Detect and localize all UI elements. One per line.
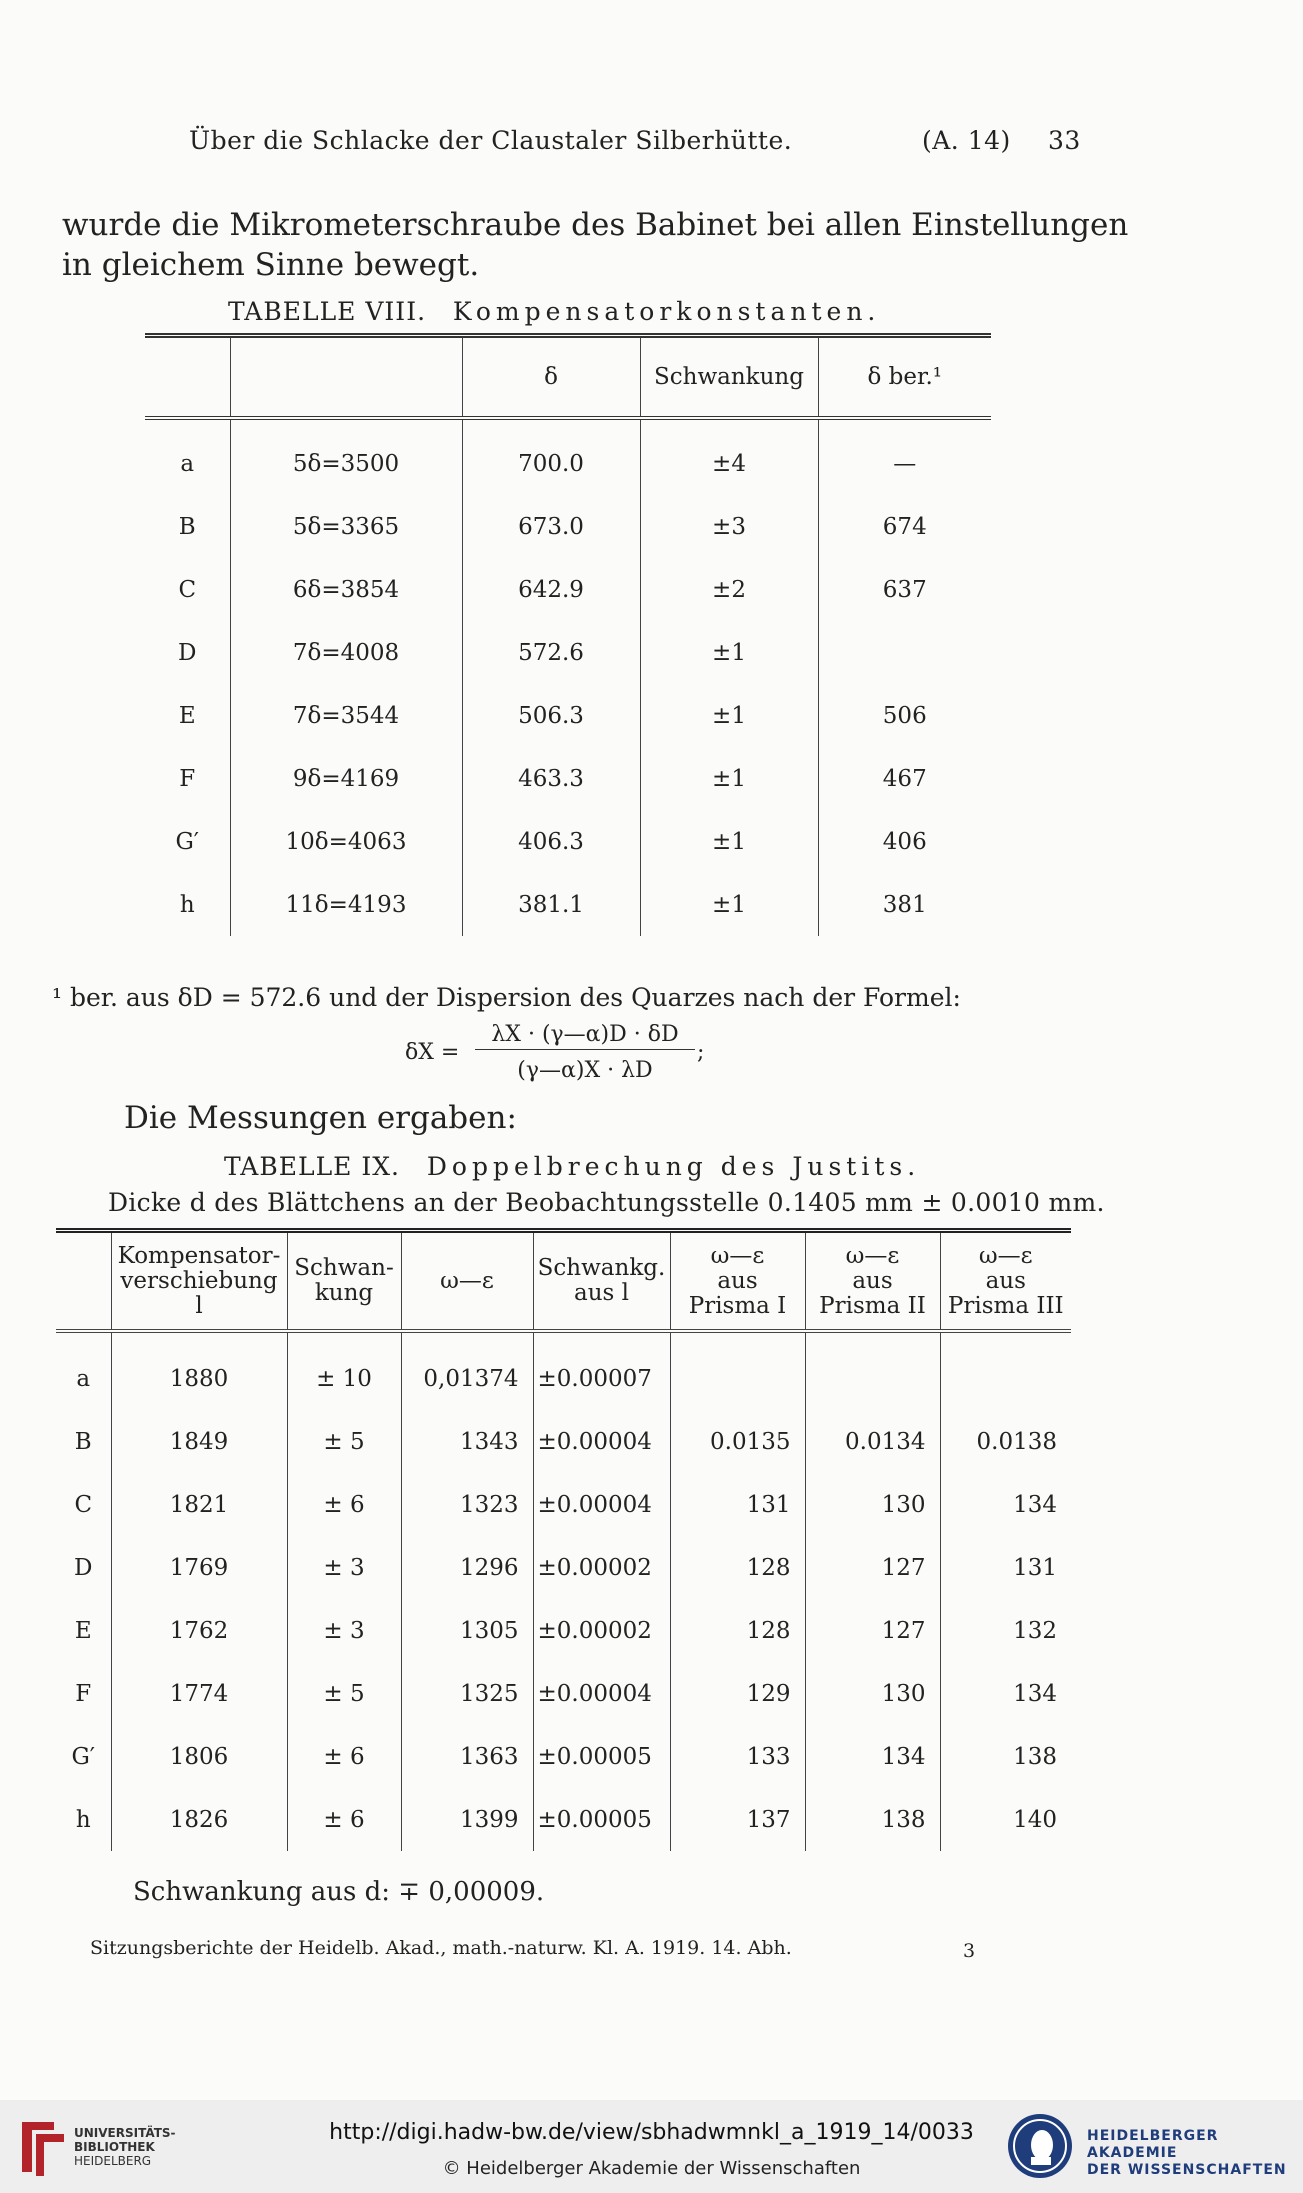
table8-cell: 642.9	[462, 558, 640, 621]
signature-mark: 3	[963, 1940, 976, 1962]
library-name-line: BIBLIOTHEK	[74, 2140, 155, 2154]
document-url-link[interactable]: http://digi.hadw-bw.de/view/sbhadwmnkl_a_1919_14/0033	[329, 2120, 974, 2145]
academy-name-line: DER WISSENSCHAFTEN	[1087, 2162, 1287, 2178]
table8-cell	[818, 621, 991, 684]
table8-cell: 381.1	[462, 873, 640, 936]
table8-cell: 637	[818, 558, 991, 621]
table9-cell: 138	[940, 1725, 1071, 1788]
table8-cell: ±1	[640, 747, 818, 810]
table9-cell: D	[74, 1554, 93, 1581]
table8-cell: C	[178, 576, 197, 603]
table8-header-cell	[230, 336, 462, 419]
table9-cell: ±0.00002	[533, 1599, 670, 1662]
table9-cell: ± 3	[287, 1536, 401, 1599]
table9-cell: a	[76, 1365, 91, 1392]
table9-header-line: aus	[717, 1267, 758, 1294]
library-name-line: UNIVERSITÄTS-	[74, 2126, 176, 2140]
table8-cell: 7δ=4008	[230, 621, 462, 684]
formula-numerator: λX · (γ—α)D · δD	[475, 1022, 695, 1050]
table8-cell: ±3	[640, 495, 818, 558]
formula-end: ;	[697, 1040, 705, 1065]
measurements-heading: Die Messungen ergaben:	[124, 1100, 517, 1136]
table9-cell: ± 5	[287, 1410, 401, 1473]
table9-cell	[670, 1331, 805, 1410]
table8-cell: ±1	[640, 873, 818, 936]
table9-header-line: ω—ε	[710, 1242, 765, 1269]
table9-cell: 1343	[401, 1410, 533, 1473]
intro-line-2: in gleichem Sinne bewegt.	[62, 247, 480, 283]
table9-cell	[805, 1331, 940, 1410]
table9-cell: ±0.00007	[533, 1331, 670, 1410]
table8-cell: 5δ=3365	[230, 495, 462, 558]
table9-cell: 1821	[111, 1473, 287, 1536]
table9-cell: ±0.00002	[533, 1536, 670, 1599]
academy-name	[1087, 2128, 1303, 2179]
table9-header-line: ω—ε	[845, 1242, 900, 1269]
table9-header-line: aus	[985, 1267, 1026, 1294]
running-head-title: Über die Schlacke der Claustaler Silberhütte.	[189, 126, 793, 155]
table8-cell: 9δ=4169	[230, 747, 462, 810]
table8-cell: 6δ=3854	[230, 558, 462, 621]
table9-row	[56, 1599, 1071, 1662]
table9-cell: F	[75, 1680, 92, 1707]
table9-cell: ± 10	[287, 1331, 401, 1410]
table8-caption-title: Kompensatorkonstanten.	[452, 297, 881, 326]
table-compensator-constants	[145, 333, 991, 936]
table9-cell: B	[74, 1428, 92, 1455]
table9-cell: 128	[670, 1536, 805, 1599]
table9-header-schwankung	[287, 1231, 401, 1332]
table9-caption	[224, 1152, 920, 1181]
table8-cell: E	[178, 702, 196, 729]
table9-cell: 1323	[401, 1473, 533, 1536]
viewer-footer	[0, 2100, 1303, 2193]
table8-header-row	[145, 336, 991, 419]
table8-body	[145, 418, 991, 936]
table8-cell: 506.3	[462, 684, 640, 747]
table9-cell: 129	[670, 1662, 805, 1725]
table9-header-line: Prisma II	[819, 1292, 926, 1319]
table9-cell: 127	[805, 1536, 940, 1599]
table8-cell: ±1	[640, 621, 818, 684]
table9-row	[56, 1725, 1071, 1788]
table8-cell: 11δ=4193	[230, 873, 462, 936]
table9-body	[56, 1331, 1071, 1851]
table8-cell: 406.3	[462, 810, 640, 873]
table9-cell: 1325	[401, 1662, 533, 1725]
table8-cell: G′	[175, 828, 200, 855]
table8-cell: ±4	[640, 418, 818, 495]
table9-cell: 1762	[111, 1599, 287, 1662]
table9-cell: 128	[670, 1599, 805, 1662]
table8-cell: 673.0	[462, 495, 640, 558]
table9-header-line: Kompensator-	[117, 1242, 281, 1269]
table9-cell: h	[75, 1806, 91, 1833]
table8-caption-label: TABELLE VIII.	[228, 297, 427, 326]
academy-seal-icon	[1005, 2111, 1075, 2181]
table8-cell: 7δ=3544	[230, 684, 462, 747]
table9-cell	[940, 1331, 1071, 1410]
table9-header-line: ω—ε	[440, 1267, 494, 1294]
copyright-notice: © Heidelberger Akademie der Wissenschaften	[442, 2158, 861, 2179]
footnote: ¹ ber. aus δD = 572.6 und der Dispersion des Quarzes nach der Formel:	[52, 983, 961, 1012]
table9-header-line: Prisma I	[688, 1292, 787, 1319]
table-birefringence	[56, 1228, 1071, 1851]
table8-cell: 467	[818, 747, 991, 810]
formula-denominator: (γ—α)X · λD	[517, 1058, 653, 1083]
table9-cell: 130	[805, 1662, 940, 1725]
table9-header-prisma-1	[670, 1231, 805, 1332]
table9-cell: 1363	[401, 1725, 533, 1788]
table9-cell: ± 6	[287, 1473, 401, 1536]
table9-cell: ±0.00005	[533, 1725, 670, 1788]
table8-cell: 10δ=4063	[230, 810, 462, 873]
page-number: 33	[1048, 126, 1081, 155]
table8-cell: h	[179, 891, 195, 918]
table9-cell: ±0.00005	[533, 1788, 670, 1851]
page-citation: Sitzungsberichte der Heidelb. Akad., math.-naturw. Kl. A. 1919. 14. Abh.	[90, 1937, 792, 1959]
table9-header-line: ω—ε	[978, 1242, 1033, 1269]
running-head-ref: (A. 14)	[922, 126, 1011, 155]
table9-header-line: Schwan-	[294, 1255, 394, 1281]
table9-header-line: Prisma III	[947, 1292, 1064, 1319]
library-name-line: HEIDELBERG	[74, 2154, 152, 2168]
table9-caption-label: TABELLE IX.	[224, 1152, 401, 1181]
table9-cell: 1849	[111, 1410, 287, 1473]
table8-cell: 674	[818, 495, 991, 558]
table8-cell: D	[178, 639, 197, 666]
table9-row	[56, 1473, 1071, 1536]
table8-row	[145, 747, 991, 810]
table9-row	[56, 1788, 1071, 1851]
table9-cell: 140	[940, 1788, 1071, 1851]
table9-cell: 131	[940, 1536, 1071, 1599]
table9-header-omega-epsilon	[401, 1231, 533, 1332]
table9-caption-title: Doppelbrechung des Justits.	[426, 1152, 921, 1181]
table8-row	[145, 495, 991, 558]
table9-header-line: verschiebung	[120, 1267, 278, 1294]
table8-row	[145, 558, 991, 621]
table8-cell: ±1	[640, 684, 818, 747]
table9-cell: 137	[670, 1788, 805, 1851]
table8-cell: 700.0	[462, 418, 640, 495]
table8-cell: 463.3	[462, 747, 640, 810]
table9-cell: 1826	[111, 1788, 287, 1851]
table8-row	[145, 684, 991, 747]
table9-header-line: aus	[852, 1267, 893, 1294]
table9-cell: 132	[940, 1599, 1071, 1662]
table9-cell: 127	[805, 1599, 940, 1662]
table8-cell: ±1	[640, 810, 818, 873]
table9-cell: 138	[805, 1788, 940, 1851]
table9-row	[56, 1536, 1071, 1599]
table8-header-delta: δ	[462, 336, 640, 419]
table9-header-row	[56, 1231, 1071, 1332]
table9-header-line: Schwankg.	[537, 1255, 666, 1281]
table9-cell: 1399	[401, 1788, 533, 1851]
table8-cell: 572.6	[462, 621, 640, 684]
table9-cell: G′	[71, 1743, 96, 1770]
table8-cell: —	[818, 418, 991, 495]
table8-cell: B	[178, 513, 196, 540]
table9-cell: 1769	[111, 1536, 287, 1599]
table8-header-delta-ber: δ ber.¹	[818, 336, 991, 419]
table9-row	[56, 1410, 1071, 1473]
table8-cell: ±2	[640, 558, 818, 621]
table8-row	[145, 418, 991, 495]
table9-cell: 133	[670, 1725, 805, 1788]
table9-cell: E	[74, 1617, 92, 1644]
schwankung-note: Schwankung aus d: ∓ 0,00009.	[133, 1877, 545, 1907]
formula-lhs: δX =	[405, 1040, 460, 1065]
table8-cell: 506	[818, 684, 991, 747]
table9-cell: 1296	[401, 1536, 533, 1599]
table9-header-cell	[56, 1231, 111, 1332]
table8-cell: a	[180, 450, 195, 477]
table9-cell: ± 5	[287, 1662, 401, 1725]
table9-cell: 1305	[401, 1599, 533, 1662]
table8-cell: 406	[818, 810, 991, 873]
table8-header-schwankung: Schwankung	[640, 336, 818, 419]
table8-row	[145, 810, 991, 873]
table9-cell: ± 3	[287, 1599, 401, 1662]
table8-caption	[228, 297, 880, 326]
table9-cell: 130	[805, 1473, 940, 1536]
table9-cell: 0.0134	[805, 1410, 940, 1473]
table9-cell: 0.0138	[940, 1410, 1071, 1473]
table8-header-cell	[145, 336, 230, 419]
table8-cell: F	[179, 765, 196, 792]
table9-cell: 134	[940, 1662, 1071, 1725]
table9-header-line: l	[195, 1292, 203, 1319]
table9-cell: 131	[670, 1473, 805, 1536]
table9-cell: ±0.00004	[533, 1473, 670, 1536]
table8-cell: 381	[818, 873, 991, 936]
table8-cell: 5δ=3500	[230, 418, 462, 495]
table8-row	[145, 873, 991, 936]
table9-header-prisma-2	[805, 1231, 940, 1332]
table8-row	[145, 621, 991, 684]
table9-cell: 0,01374	[401, 1331, 533, 1410]
intro-line-1: wurde die Mikrometerschraube des Babinet bei allen Einstellungen	[62, 207, 1129, 243]
table9-subcaption: Dicke d des Blättchens an der Beobachtungsstelle 0.1405 mm ± 0.0010 mm.	[108, 1188, 1105, 1217]
table9-header-schwankg-aus-l	[533, 1231, 670, 1332]
academy-name-line: HEIDELBERGER AKADEMIE	[1087, 2128, 1219, 2161]
table9-cell: 1774	[111, 1662, 287, 1725]
table9-cell: 134	[805, 1725, 940, 1788]
table9-header-compensator	[111, 1231, 287, 1332]
table9-cell: ± 6	[287, 1725, 401, 1788]
table9-header-line: aus l	[574, 1280, 629, 1306]
table9-cell: 1880	[111, 1331, 287, 1410]
table9-row	[56, 1331, 1071, 1410]
table9-cell: 1806	[111, 1725, 287, 1788]
table9-cell: 0.0135	[670, 1410, 805, 1473]
table9-header-line: kung	[314, 1280, 374, 1306]
table9-cell: C	[74, 1491, 93, 1518]
table9-row	[56, 1662, 1071, 1725]
table9-cell: ±0.00004	[533, 1662, 670, 1725]
table9-header-prisma-3	[940, 1231, 1071, 1332]
table9-cell: ± 6	[287, 1788, 401, 1851]
table9-cell: ±0.00004	[533, 1410, 670, 1473]
table9-cell: 134	[940, 1473, 1071, 1536]
